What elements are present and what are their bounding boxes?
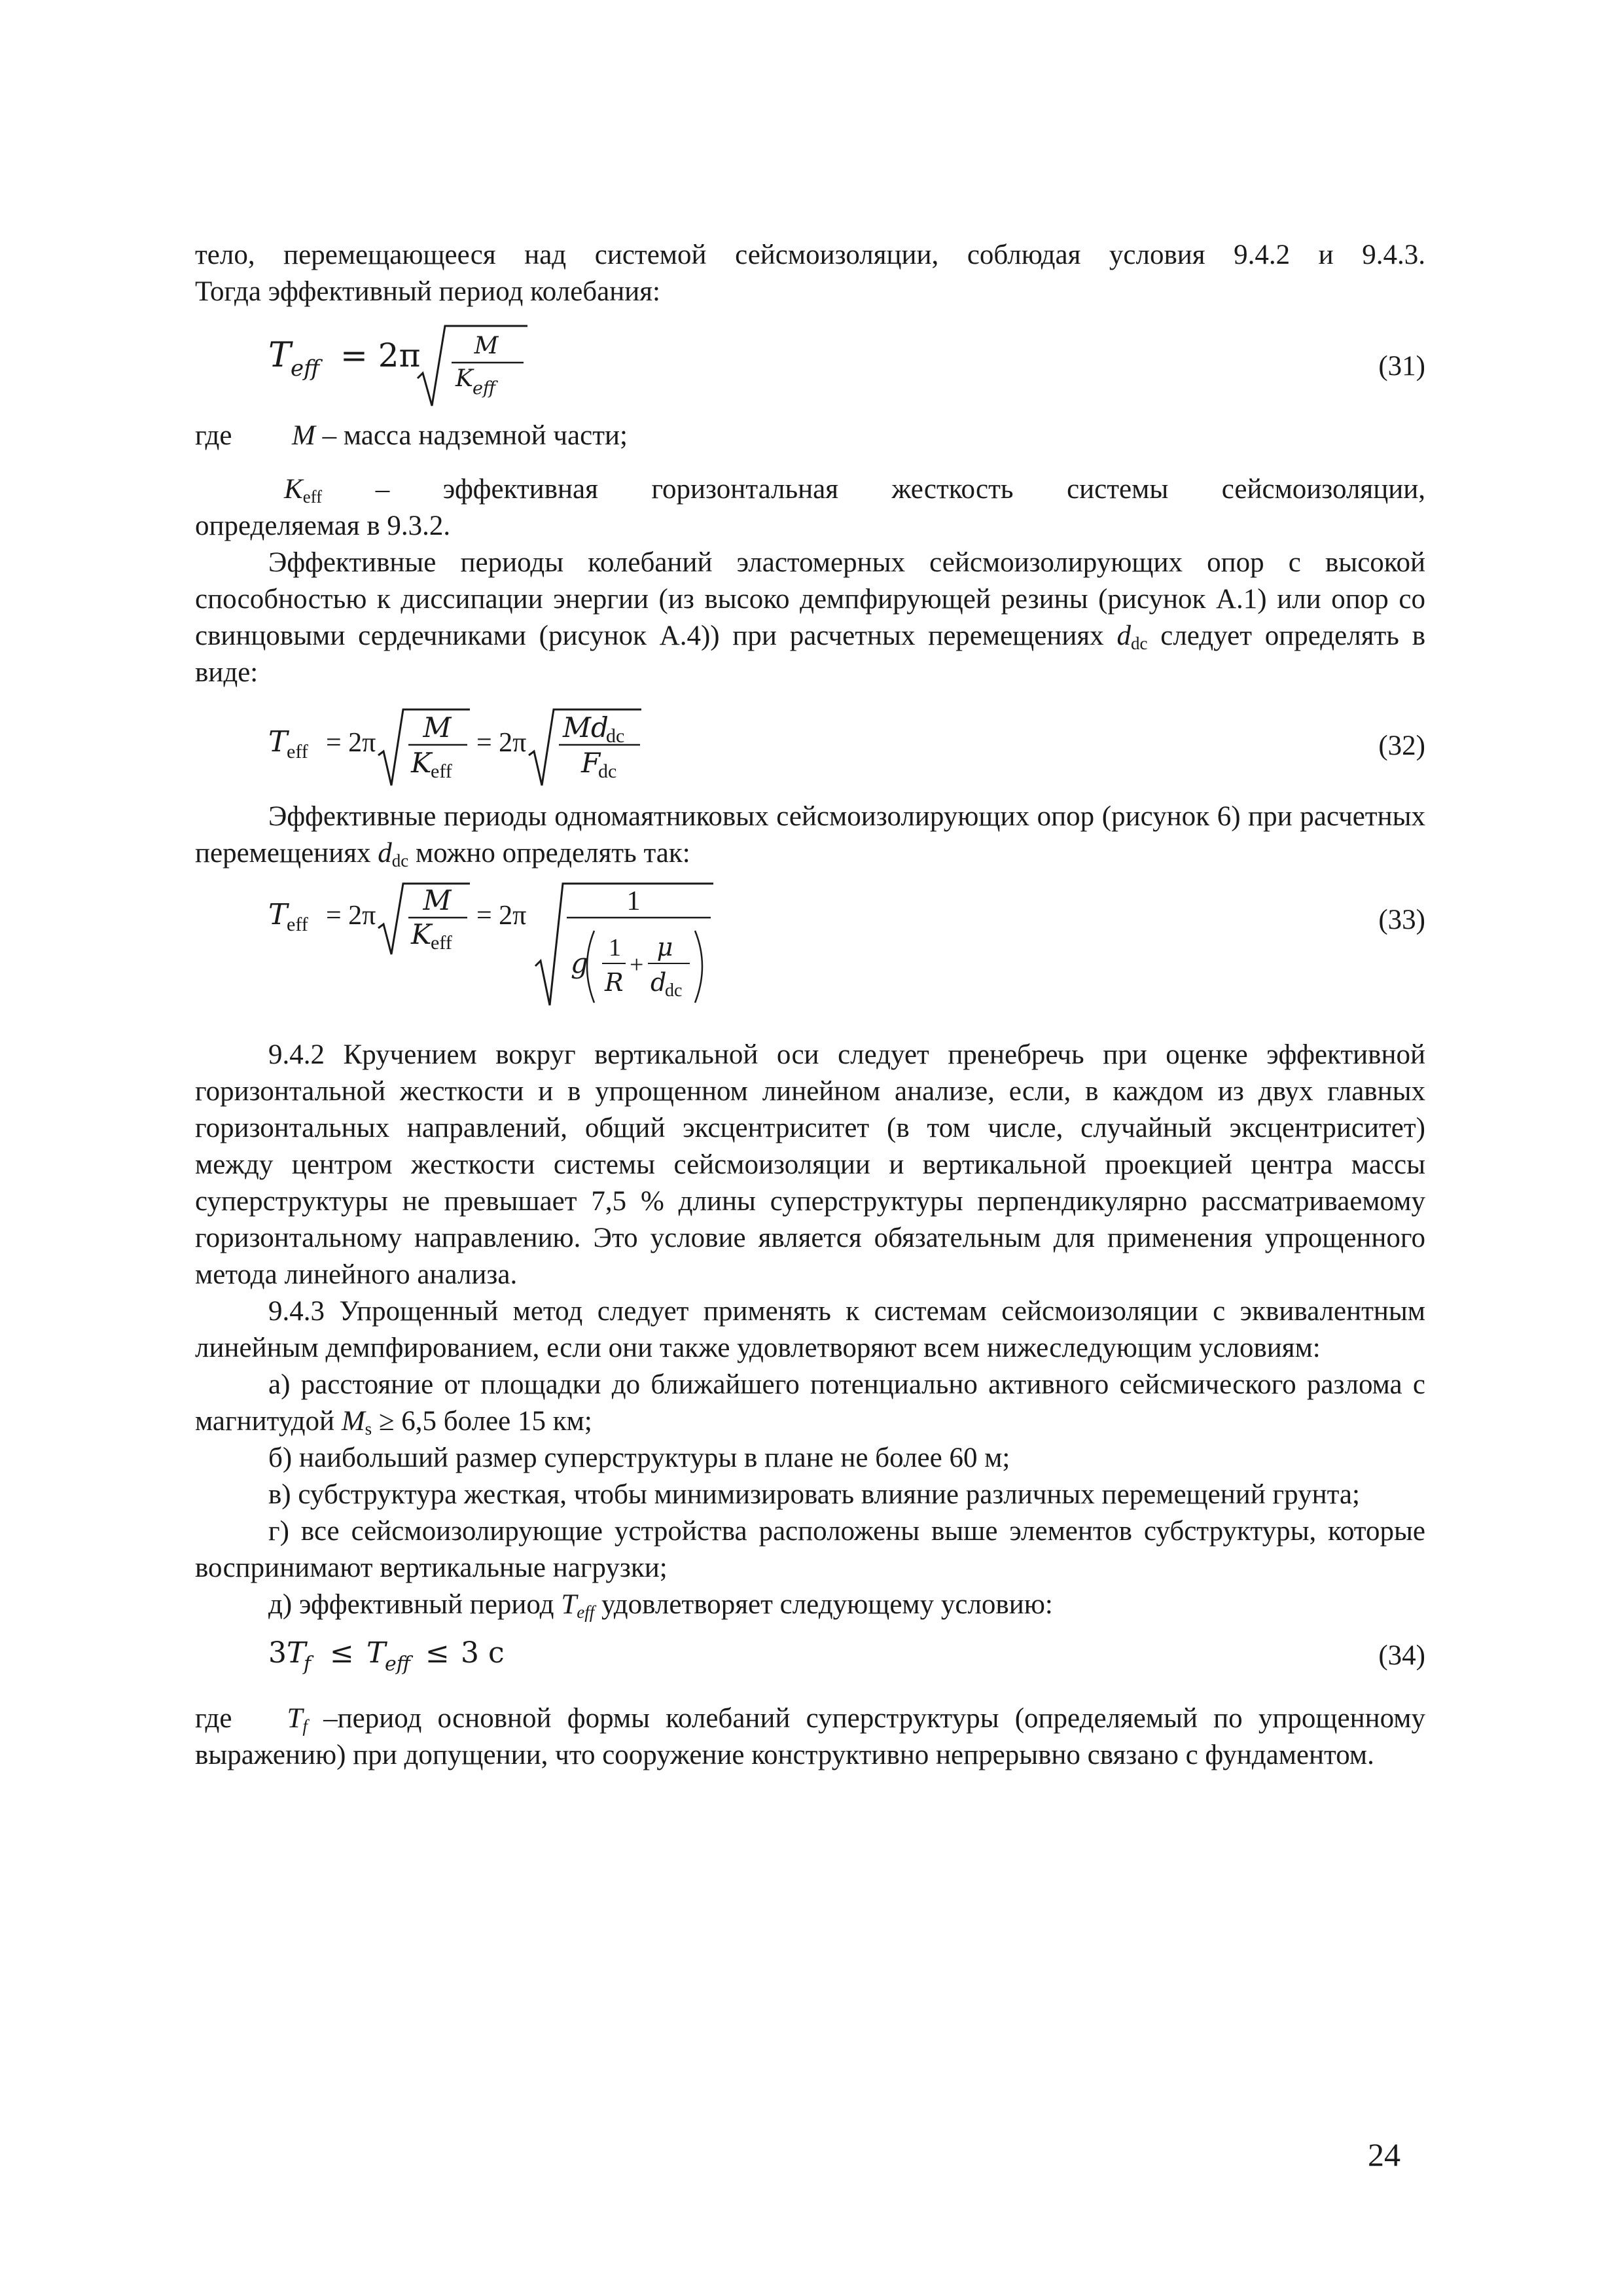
formula-32-lhs: T <box>268 725 288 759</box>
formula-32-equals-1: = 2π <box>326 728 376 758</box>
formula-31-number: (31) <box>1378 351 1425 382</box>
formula-34-coefficient: 3 <box>268 1636 287 1670</box>
ddc-subscript-2: dc <box>391 851 409 870</box>
condition-v: в) субструктура жесткая, чтобы минимизировать влияние различных перемещений грунта; <box>268 1479 1360 1510</box>
formula-33-number: (33) <box>1378 905 1425 935</box>
formula-34-teff: T <box>366 1636 386 1670</box>
formula-32-graphic <box>195 695 784 793</box>
formula-32 <box>195 695 1425 793</box>
formula-33-radical-2 <box>535 884 713 1005</box>
tf-symbol: T <box>287 1703 303 1734</box>
formula-34-teff-sub: eff <box>385 1653 411 1676</box>
page-number: 24 <box>1368 2136 1400 2173</box>
formula-32-numerator-2: Md <box>563 711 609 744</box>
formula-34-tf-sub: f <box>304 1653 312 1676</box>
where-label-2: где <box>195 1703 232 1734</box>
formula-32-numerator-1: M <box>423 711 452 744</box>
formula-33-plus: + <box>630 951 644 978</box>
mass-definition: – масса надземной части; <box>315 420 628 451</box>
intro-line-2: Тогда эффективный период колебания: <box>195 276 660 307</box>
tf-definition: –период основной формы колебаний суперструктуры (определяемый по упрощенному выражению) при допущении, что сооружение конструктивно непрерывно связано с фундаментом. <box>195 1703 1425 1770</box>
formula-31-lhs: T <box>268 336 291 375</box>
where-block-2 <box>195 1700 1425 1774</box>
formula-32-denominator-2-sub: dc <box>598 761 617 782</box>
paragraph-elastomeric-text: Эффективные периоды колебаний эластомерных сейсмоизолирующих опор с высокой способностью к диссипации энергии (из высоко демпфирующей резины (рисунок А.1) или опор со свинцовыми сердечниками (рисунок А.4)) при расчетных перемещениях <box>195 547 1425 651</box>
formula-34-tf: T <box>287 1636 306 1670</box>
condition-d <box>195 1587 1425 1623</box>
document-body <box>195 237 1425 1774</box>
formula-33-lhs-sub: eff <box>287 914 308 935</box>
paragraph-pendulum-text: Эффективные периоды одномаятниковых сейсмоизолирующих опор (рисунок 6) при расчетных перемещениях <box>195 801 1425 869</box>
tf-subscript: f <box>302 1716 308 1736</box>
where-label-1: где <box>195 420 232 451</box>
formula-31-numerator: M <box>474 332 499 359</box>
formula-31-lhs-sub: eff <box>291 355 320 382</box>
formula-33-right-paren <box>695 931 702 1003</box>
paragraph-elastomeric-tail: следует определять в виде: <box>195 620 1425 688</box>
paragraph-pendulum-tail: можно определять так: <box>408 838 690 869</box>
keff-text-1: – эффективная горизонтальная жесткость системы сейсмоизоляции, <box>322 474 1425 505</box>
condition-d-tail: удовлетворяет следующему условию: <box>594 1589 1053 1620</box>
formula-31-denominator: K <box>455 365 473 392</box>
formula-33-inner-one: 1 <box>609 934 621 961</box>
formula-33-denominator-1-sub: eff <box>431 932 452 954</box>
mass-symbol: M <box>292 420 315 451</box>
magnitude-symbol: M <box>341 1406 365 1437</box>
formula-33-graphic <box>195 874 784 1018</box>
condition-a-text: а) расстояние от площадки до ближайшего потенциально активного сейсмического разлома с магнитудой <box>195 1369 1425 1437</box>
formula-33-g: g <box>571 947 588 979</box>
formula-32-numerator-2-sub: dc <box>606 725 625 747</box>
condition-d-text: д) эффективный период <box>268 1589 562 1620</box>
formula-33-d-sub: dc <box>665 980 683 1001</box>
teff-subscript: eff <box>577 1602 595 1622</box>
keff-definition-line-1 <box>195 471 1425 508</box>
paragraph-elastomeric <box>195 545 1425 691</box>
formula-31-denominator-sub: eff <box>473 378 496 399</box>
formula-34-le-2: ≤ <box>425 1636 450 1670</box>
formula-33-equals-1: = 2π <box>326 901 376 931</box>
formula-33-equals-2: = 2π <box>476 901 527 931</box>
ddc-subscript-1: dc <box>1130 634 1148 653</box>
formula-33-R: R <box>605 968 624 997</box>
ddc-symbol-2: d <box>378 838 392 869</box>
section-9-4-2: 9.4.2 Кручением вокруг вертикальной оси следует пренебречь при оценке эффективной горизонтальной жесткости и в упрощенном линейном анализе, если, в каждом из двух главных горизонтальных направлений, общий эксцентриситет (в том числе, случайный эксцентриситет) между центром жесткости системы сейсмоизоляции и вертикальной проекцией центра массы суперструктуры не превышает 7,5 % длины суперструктуры перпендикулярно рассматриваемому горизонтальному направлению. Это условие является обязательным для применения упрощенного метода линейного анализа. <box>195 1039 1425 1290</box>
condition-a-tail: ≥ 6,5 более 15 км; <box>372 1406 592 1437</box>
formula-32-denominator-2: F <box>581 747 601 779</box>
paragraph-pendulum <box>195 798 1425 872</box>
formula-33-lhs: T <box>268 898 288 931</box>
formula-31-equals: = 2π <box>340 336 421 374</box>
formula-33 <box>195 874 1425 1018</box>
formula-32-denominator-1: K <box>411 747 432 779</box>
formula-32-lhs-sub: eff <box>287 741 308 762</box>
section-9-4-3: 9.4.3 Упрощенный метод следует применять к системам сейсмоизоляции с эквивалентным линейным демпфированием, если они также удовлетворяют всем нижеследующим условиям: <box>195 1296 1425 1363</box>
formula-33-numerator-1: M <box>423 884 452 916</box>
keff-subscript: eff <box>302 487 323 507</box>
formula-33-mu: μ <box>656 933 673 961</box>
formula-34 <box>195 1628 1425 1683</box>
formula-33-numerator-2: 1 <box>626 886 641 916</box>
formula-31-graphic <box>195 313 784 411</box>
teff-symbol: T <box>561 1589 577 1620</box>
formula-32-number: (32) <box>1378 730 1425 761</box>
keff-symbol: K <box>284 474 303 505</box>
condition-b: б) наибольший размер суперструктуры в плане не более 60 м; <box>268 1443 1010 1473</box>
formula-34-graphic <box>195 1628 784 1683</box>
formula-34-number: (34) <box>1378 1640 1425 1671</box>
where-block-1 <box>195 418 1425 454</box>
formula-32-equals-2: = 2π <box>476 728 527 758</box>
magnitude-subscript: s <box>365 1419 372 1439</box>
formula-32-denominator-1-sub: eff <box>431 761 452 782</box>
formula-34-value: 3 с <box>461 1636 505 1670</box>
keff-definition-line-2: определяемая в 9.3.2. <box>195 511 451 541</box>
formula-31 <box>195 313 1425 411</box>
formula-33-denominator-1: K <box>411 918 432 950</box>
condition-a <box>195 1367 1425 1440</box>
ddc-symbol-1: d <box>1116 620 1131 651</box>
condition-g: г) все сейсмоизолирующие устройства расположены выше элементов субструктуры, которые воспринимают вертикальные нагрузки; <box>195 1516 1425 1583</box>
formula-33-d: d <box>651 968 667 997</box>
formula-34-le-1: ≤ <box>330 1636 354 1670</box>
intro-line-1: тело, перемещающееся над системой сейсмоизоляции, соблюдая условия 9.4.2 и 9.4.3. <box>195 240 1425 270</box>
